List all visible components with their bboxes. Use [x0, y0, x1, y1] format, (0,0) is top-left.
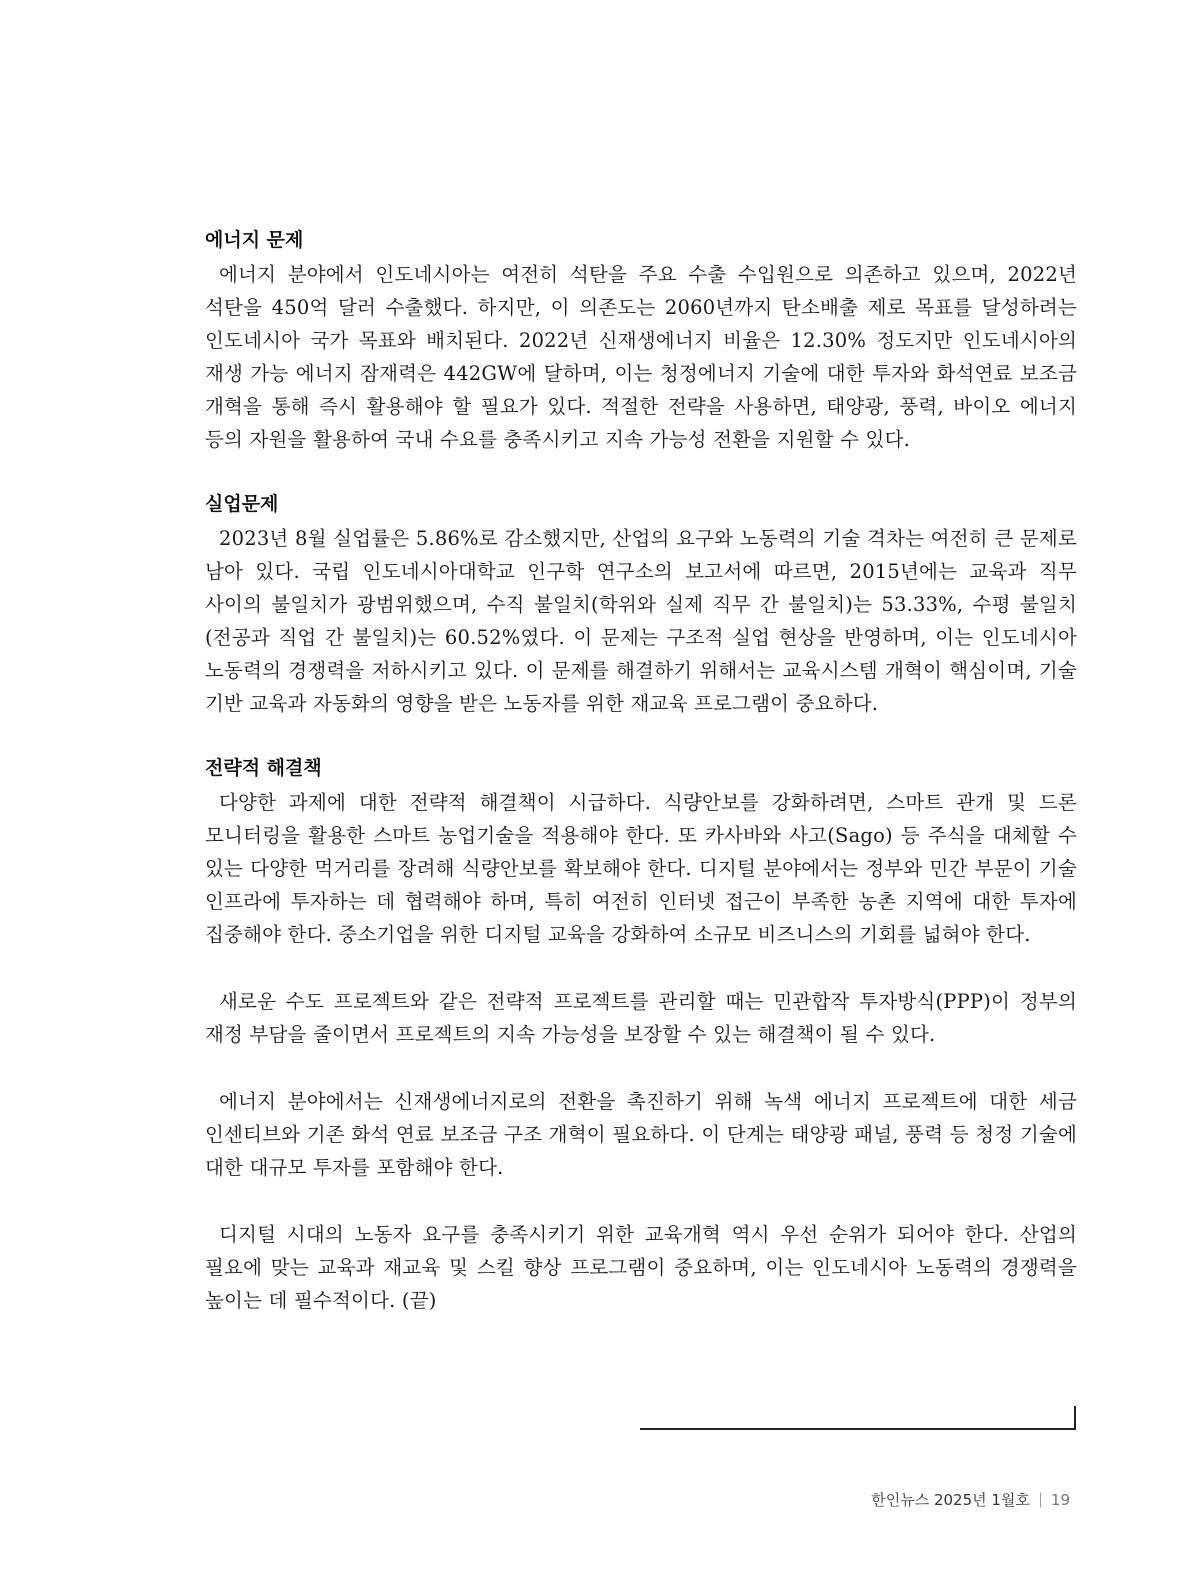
end-rule-horizontal [640, 1428, 1076, 1430]
paragraph: 다양한 과제에 대한 전략적 해결책이 시급하다. 식량안보를 강화하려면, 스마트 관개 및 드론 모니터링을 활용한 스마트 농업기술을 적용해야 한다. 또 카사바와 사고(Sago) 등 주식을 대체할 수 있는 다양한 먹거리를 장려해 식량안보를 확보해야 한다. 디지털 분야에서는 정부와 민간 부문이 기술 인프라에 투자하는 데 협력해야 하며, 특히 여전히 인터넷 접근이 부족한 농촌 지역에 대한 투자에 집중해야 한다. 중소기업을 위한 디지털 교육을 강화하여 소규모 비즈니스의 기회를 넓혀야 한다. [205, 791, 1077, 946]
publication-label: 한인뉴스 2025년 1월호 [871, 1491, 1030, 1509]
section-title: 전략적 해결책 [205, 757, 322, 779]
article-body [205, 226, 1077, 1351]
section-title: 실업문제 [205, 493, 279, 515]
section-title: 에너지 문제 [205, 229, 304, 251]
section-energy [205, 226, 1077, 456]
article-end-rule [640, 1406, 1076, 1430]
paragraph: 에너지 분야에서는 신재생에너지로의 전환을 촉진하기 위해 녹색 에너지 프로젝트에 대한 세금 인센티브와 기존 화석 연료 보조금 구조 개혁이 필요하다. 이 단계는 태양광 패널, 풍력 등 청정 기술에 대한 대규모 투자를 포함해야 한다. [205, 1090, 1077, 1179]
page-footer [871, 1489, 1070, 1510]
footer-divider [1040, 1493, 1041, 1507]
paragraph: 디지털 시대의 노동자 요구를 충족시키기 위한 교육개혁 역시 우선 순위가 되어야 한다. 산업의 필요에 맞는 교육과 재교육 및 스킬 향상 프로그램이 중요하며, 이는 인도네시아 노동력의 경쟁력을 높이는 데 필수적이다. (끝) [205, 1223, 1077, 1312]
section-unemployment [205, 490, 1077, 720]
paragraph: 2023년 8월 실업률은 5.86%로 감소했지만, 산업의 요구와 노동력의 기술 격차는 여전히 큰 문제로 남아 있다. 국립 인도네시아대학교 인구학 연구소의 보고서에 따르면, 2015년에는 교육과 직무 사이의 불일치가 광범위했으며, 수직 불일치(학위와 실제 직무 간 불일치)는 53.33%, 수평 불일치(전공과 직업 간 불일치)는 60.52%였다. 이 문제는 구조적 실업 현상을 반영하며, 이는 인도네시아 노동력의 경쟁력을 저하시키고 있다. 이 문제를 해결하기 위해서는 교육시스템 개혁이 핵심이며, 기술 기반 교육과 자동화의 영향을 받은 노동자를 위한 재교육 프로그램이 중요하다. [205, 527, 1077, 715]
page-number: 19 [1050, 1490, 1070, 1509]
end-rule-vertical [1074, 1406, 1076, 1430]
paragraph: 에너지 분야에서 인도네시아는 여전히 석탄을 주요 수출 수입원으로 의존하고 있으며, 2022년 석탄을 450억 달러 수출했다. 하지만, 이 의존도는 2060년까지 탄소배출 제로 목표를 달성하려는 인도네시아 국가 목표와 배치된다. 2022년 신재생에너지 비율은 12.30% 정도지만 인도네시아의 재생 가능 에너지 잠재력은 442GW에 달하며, 이는 청정에너지 기술에 대한 투자와 화석연료 보조금 개혁을 통해 즉시 활용해야 할 필요가 있다. 적절한 전략을 사용하면, 태양광, 풍력, 바이오 에너지 등의 자원을 활용하여 국내 수요를 충족시키고 지속 가능성 전환을 지원할 수 있다. [205, 263, 1077, 451]
paragraph: 새로운 수도 프로젝트와 같은 전략적 프로젝트를 관리할 때는 민관합작 투자방식(PPP)이 정부의 재정 부담을 줄이면서 프로젝트의 지속 가능성을 보장할 수 있는 해결책이 될 수 있다. [205, 990, 1077, 1046]
section-strategy [205, 754, 1077, 951]
